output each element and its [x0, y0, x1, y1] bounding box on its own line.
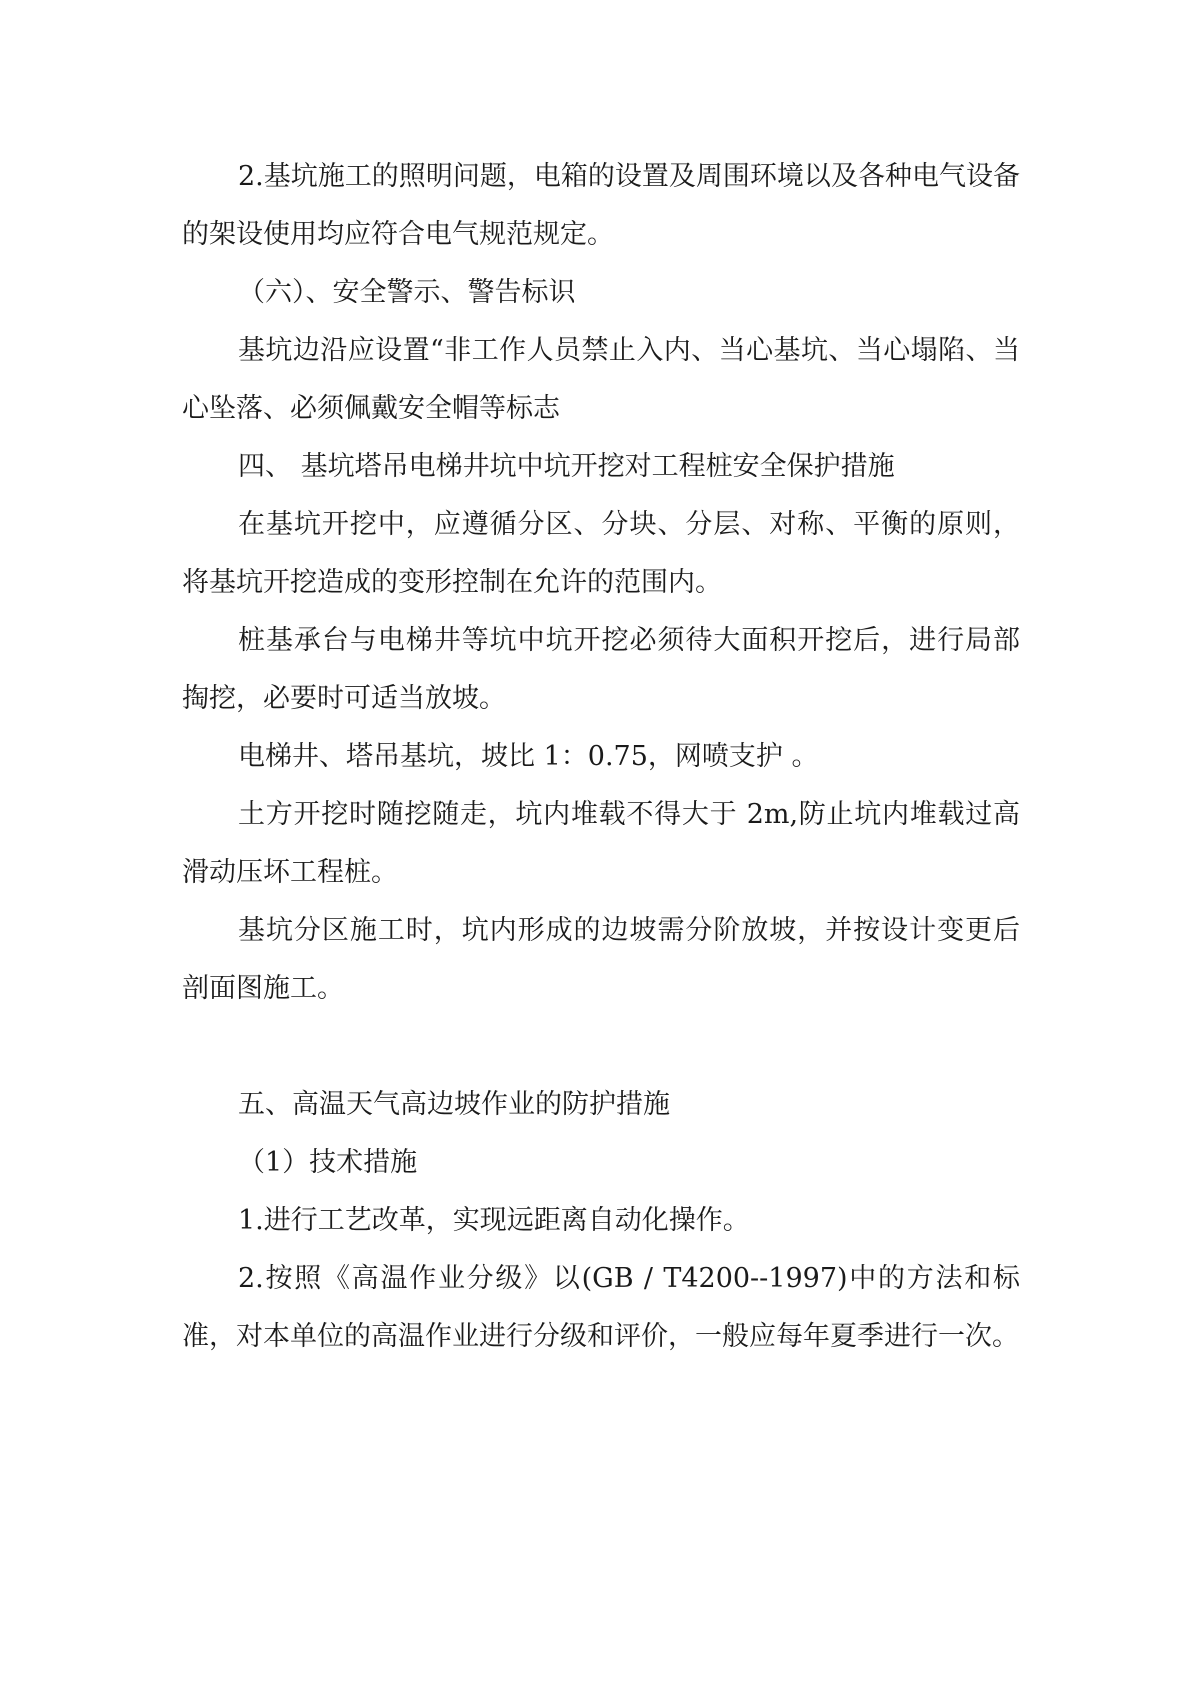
paragraph-zoned-construction: 基坑分区施工时，坑内形成的边坡需分阶放坡，并按设计变更后剖面图施工。 — [182, 915, 1020, 1004]
paragraph-earthwork: 土方开挖时随挖随走，坑内堆载不得大于 2m,防止坑内堆载过高滑动压坏工程桩。 — [182, 799, 1020, 888]
paragraph-slope-ratio: 电梯井、塔吊基坑，坡比 1：0.75，网喷支护 。 — [238, 741, 819, 772]
paragraph-process-reform: 1.进行工艺改革，实现远距离自动化操作。 — [238, 1205, 750, 1236]
heading-technical-measures: （1）技术措施 — [238, 1147, 418, 1178]
heading-safety-signs: （六）、安全警示、警告标识 — [238, 277, 576, 308]
paragraph-pile-cap: 桩基承台与电梯井等坑中坑开挖必须待大面积开挖后，进行局部掏挖，必要时可适当放坡。 — [182, 625, 1020, 714]
paragraph-classification: 2.按照《高温作业分级》以(GB / T4200--1997)中的方法和标准，对本单位的高温作业进行分级和评价，一般应每年夏季进行一次。 — [182, 1263, 1020, 1352]
paragraph-excavation-principle: 在基坑开挖中，应遵循分区、分块、分层、对称、平衡的原则，将基坑开挖造成的变形控制在允许的范围内。 — [182, 509, 1020, 598]
heading-section-five: 五、高温天气高边坡作业的防护措施 — [238, 1089, 670, 1120]
paragraph-signs: 基坑边沿应设置“非工作人员禁止入内、当心基坑、当心塌陷、当心坠落、必须佩戴安全帽等标志 — [182, 335, 1020, 424]
paragraph-lighting: 2.基坑施工的照明问题，电箱的设置及周围环境以及各种电气设备的架设使用均应符合电气规范规定。 — [182, 161, 1020, 250]
document-body — [182, 148, 1020, 1366]
heading-section-four: 四、 基坑塔吊电梯井坑中坑开挖对工程桩安全保护措施 — [238, 451, 895, 482]
